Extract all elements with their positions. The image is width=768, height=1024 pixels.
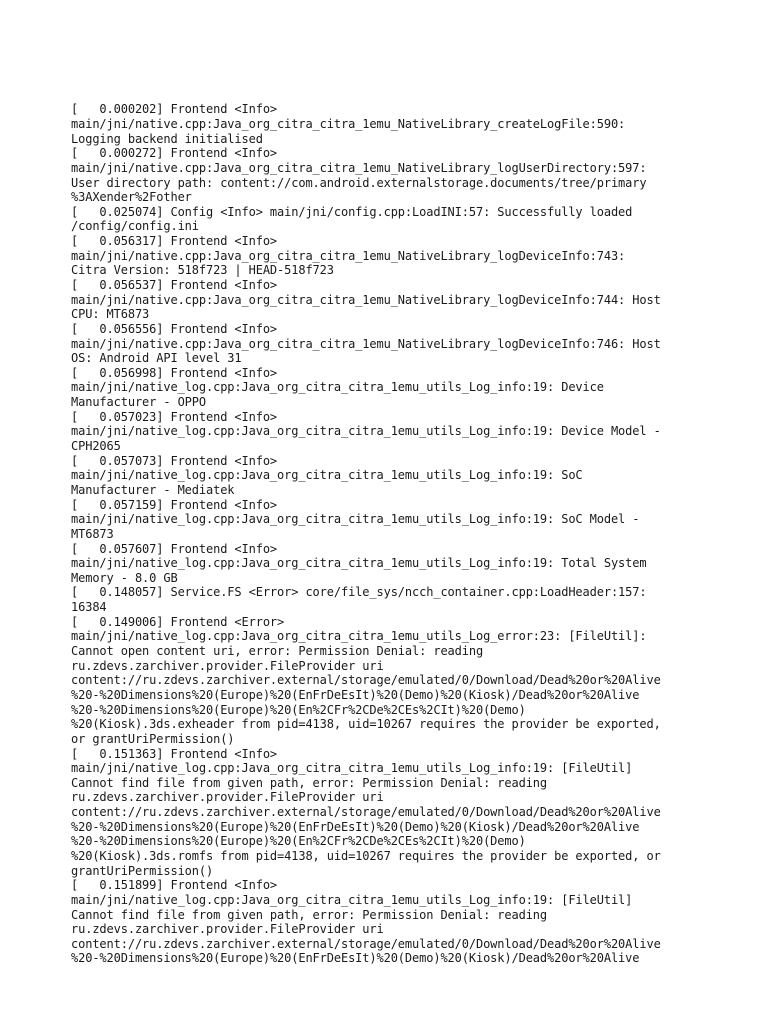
log-line: Memory - 8.0 GB <box>71 570 178 585</box>
log-line: [ 0.057023] Frontend <Info> <box>71 409 278 424</box>
log-line: Manufacturer - OPPO <box>71 395 206 410</box>
log-line: [ 0.057159] Frontend <Info> <box>71 497 278 512</box>
log-line: ru.zdevs.zarchiver.provider.FileProvider uri <box>71 922 384 937</box>
log-line: CPH2065 <box>71 439 121 454</box>
log-line: content://ru.zdevs.zarchiver.external/storage/emulated/0/Download/Dead%20or%20Alive <box>71 936 661 951</box>
log-line: Cannot find file from given path, error: Permission Denial: reading <box>71 907 548 922</box>
log-text-body <box>71 73 711 966</box>
log-line: [ 0.025074] Config <Info> main/jni/config.cpp:LoadINI:57: Successfully loaded <box>71 204 633 219</box>
log-line: CPU: MT6873 <box>71 307 150 322</box>
log-line: /config/config.ini <box>71 219 199 234</box>
log-line: ru.zdevs.zarchiver.provider.FileProvider uri <box>71 658 384 673</box>
log-line: grantUriPermission() <box>71 863 214 878</box>
log-line: main/jni/native.cpp:Java_org_citra_citra_1emu_NativeLibrary_logUserDirectory:597: <box>71 160 647 175</box>
log-line: [ 0.056556] Frontend <Info> <box>71 321 278 336</box>
log-line: main/jni/native_log.cpp:Java_org_citra_citra_1emu_utils_Log_info:19: SoC Model - <box>71 512 640 527</box>
log-line: Cannot find file from given path, error: Permission Denial: reading <box>71 775 548 790</box>
log-line: [ 0.057607] Frontend <Info> <box>71 541 278 556</box>
log-line: main/jni/native.cpp:Java_org_citra_citra_1emu_NativeLibrary_logDeviceInfo:746: Host <box>71 336 661 351</box>
log-line: Cannot open content uri, error: Permission Denial: reading <box>71 644 484 659</box>
log-line: MT6873 <box>71 526 114 541</box>
log-line: [ 0.056998] Frontend <Info> <box>71 365 278 380</box>
log-line: main/jni/native.cpp:Java_org_citra_citra_1emu_NativeLibrary_logDeviceInfo:743: <box>71 248 626 263</box>
log-line: [ 0.000202] Frontend <Info> <box>71 102 278 117</box>
log-line: %20-%20Dimensions%20(Europe)%20(En%2CFr%2CDe%2CEs%2CIt)%20(Demo) <box>71 702 526 717</box>
log-line: %20-%20Dimensions%20(Europe)%20(En%2CFr%2CDe%2CEs%2CIt)%20(Demo) <box>71 834 526 849</box>
log-line: %20-%20Dimensions%20(Europe)%20(EnFrDeEsIt)%20(Demo)%20(Kiosk)/Dead%20or%20Alive <box>71 819 640 834</box>
log-line: %20-%20Dimensions%20(Europe)%20(EnFrDeEsIt)%20(Demo)%20(Kiosk)/Dead%20or%20Alive <box>71 951 640 966</box>
log-line: %20-%20Dimensions%20(Europe)%20(EnFrDeEsIt)%20(Demo)%20(Kiosk)/Dead%20or%20Alive <box>71 687 640 702</box>
log-line: %20(Kiosk).3ds.romfs from pid=4138, uid=10267 requires the provider be exported, or <box>71 848 661 863</box>
log-line: main/jni/native_log.cpp:Java_org_citra_citra_1emu_utils_Log_info:19: Device Model - <box>71 424 661 439</box>
log-line: [ 0.149006] Frontend <Error> <box>71 614 285 629</box>
log-line: main/jni/native_log.cpp:Java_org_citra_citra_1emu_utils_Log_info:19: Device <box>71 380 604 395</box>
log-line: or grantUriPermission() <box>71 731 235 746</box>
log-line: main/jni/native_log.cpp:Java_org_citra_citra_1emu_utils_Log_info:19: [FileUtil] <box>71 761 633 776</box>
log-line: 16384 <box>71 600 107 615</box>
log-line: [ 0.148057] Service.FS <Error> core/file_sys/ncch_container.cpp:LoadHeader:157: <box>71 585 647 600</box>
log-line: [ 0.056317] Frontend <Info> <box>71 234 278 249</box>
log-line: [ 0.000272] Frontend <Info> <box>71 146 278 161</box>
log-line: main/jni/native_log.cpp:Java_org_citra_citra_1emu_utils_Log_info:19: [FileUtil] <box>71 892 633 907</box>
log-line: main/jni/native.cpp:Java_org_citra_citra_1emu_NativeLibrary_logDeviceInfo:744: Host <box>71 292 661 307</box>
log-line: main/jni/native_log.cpp:Java_org_citra_citra_1emu_utils_Log_info:19: SoC <box>71 468 583 483</box>
log-line: OS: Android API level 31 <box>71 351 242 366</box>
log-line: Logging backend initialised <box>71 131 263 146</box>
log-line: Manufacturer - Mediatek <box>71 482 235 497</box>
log-line: [ 0.151899] Frontend <Info> <box>71 878 278 893</box>
log-line: [ 0.056537] Frontend <Info> <box>71 278 278 292</box>
log-line: content://ru.zdevs.zarchiver.external/storage/emulated/0/Download/Dead%20or%20Alive <box>71 805 661 820</box>
log-line: Citra Version: 518f723 | HEAD-518f723 <box>71 263 334 278</box>
log-line: [ 0.057073] Frontend <Info> <box>71 453 278 468</box>
log-line: User directory path: content://com.android.externalstorage.documents/tree/primary <box>71 175 647 190</box>
log-line: main/jni/native_log.cpp:Java_org_citra_citra_1emu_utils_Log_error:23: [FileUtil]: <box>71 629 647 644</box>
log-line: content://ru.zdevs.zarchiver.external/storage/emulated/0/Download/Dead%20or%20Alive <box>71 673 661 688</box>
log-line: main/jni/native_log.cpp:Java_org_citra_citra_1emu_utils_Log_info:19: Total System <box>71 556 647 571</box>
log-line: [ 0.151363] Frontend <Info> <box>71 746 278 761</box>
log-line: ru.zdevs.zarchiver.provider.FileProvider uri <box>71 790 384 805</box>
log-line: main/jni/native.cpp:Java_org_citra_citra_1emu_NativeLibrary_createLogFile:590: <box>71 116 626 131</box>
log-line: %20(Kiosk).3ds.exheader from pid=4138, uid=10267 requires the provider be exported, <box>71 717 661 732</box>
log-line: %3AXender%2Fother <box>71 190 192 205</box>
